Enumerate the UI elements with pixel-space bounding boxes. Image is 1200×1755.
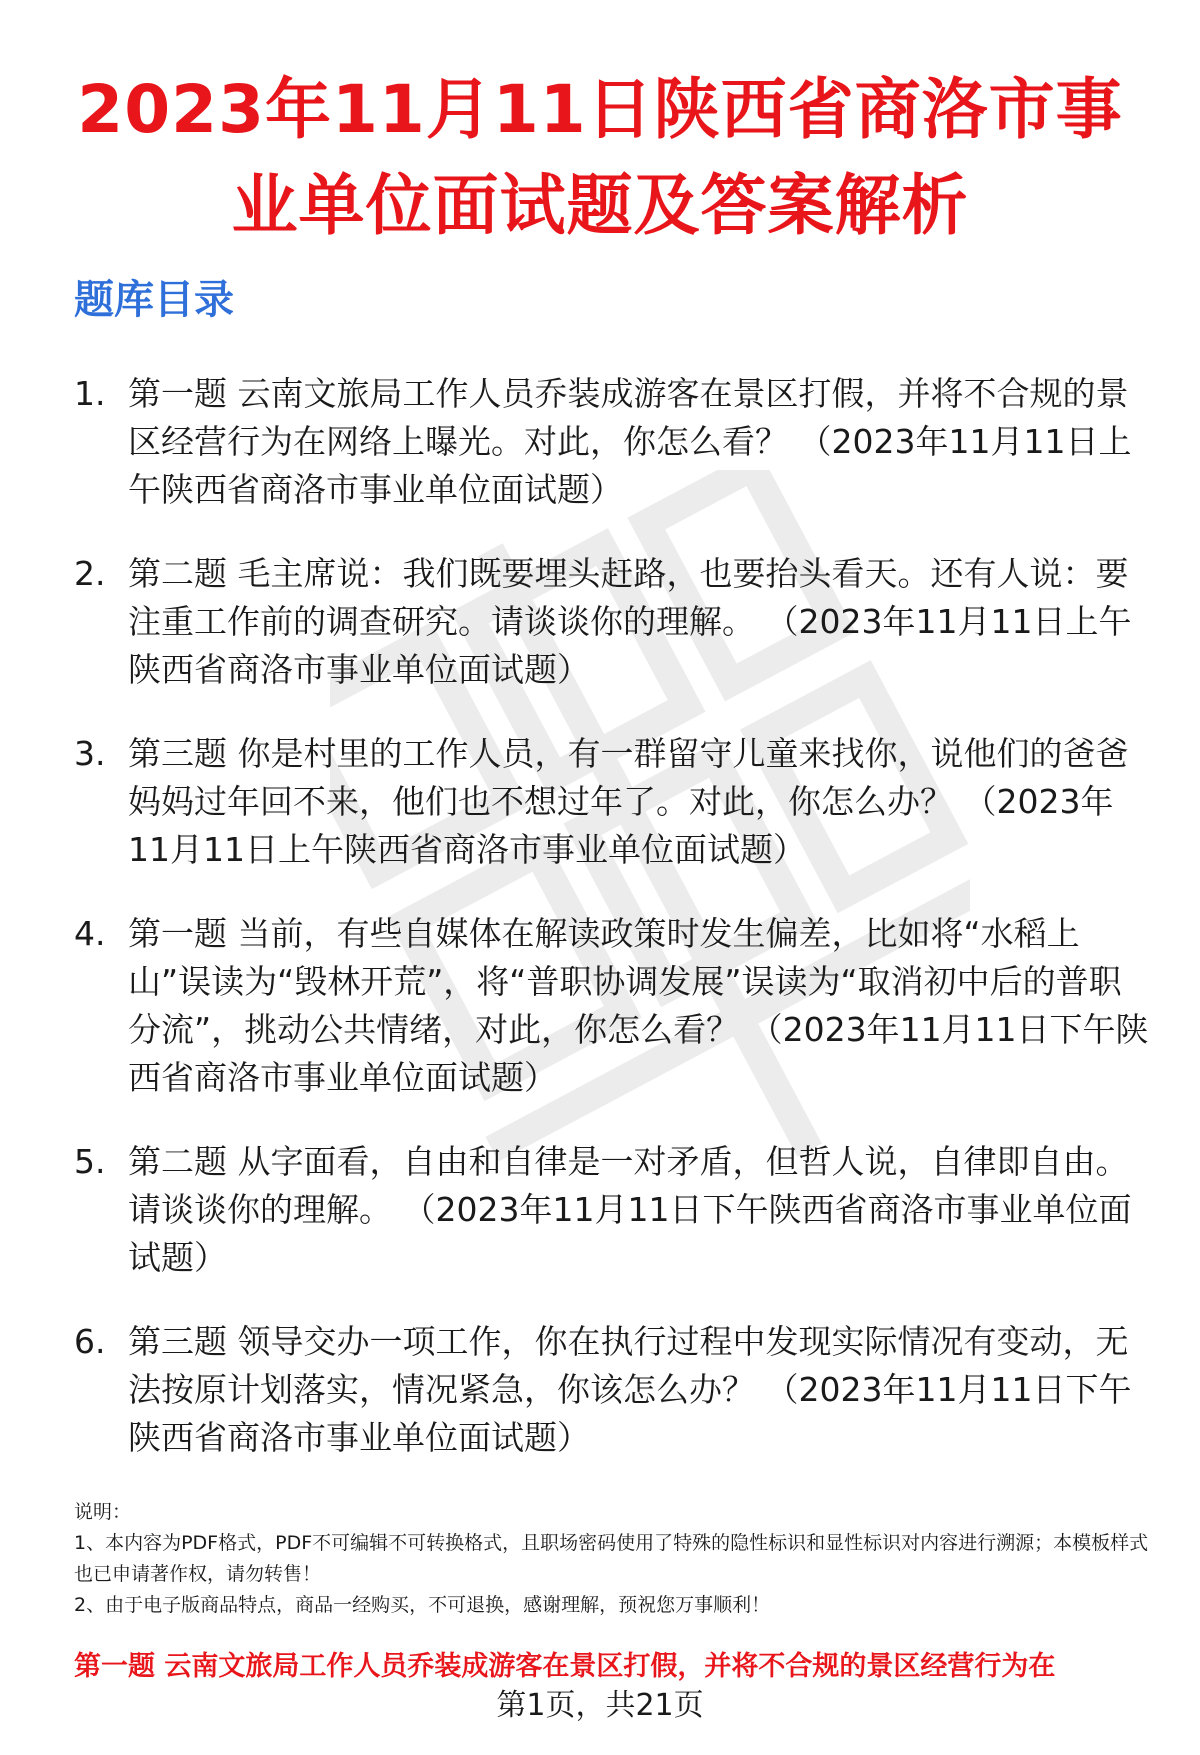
toc-item-1	[74, 370, 1154, 514]
title-line-1: 2023年11月11日陕西省商洛市事	[77, 71, 1123, 148]
toc-item-3	[74, 730, 1154, 874]
toc-item-text: 第二题 毛主席说：我们既要埋头赶路，也要抬头看天。还有人说：要注重工作前的调查研究。请谈谈你的理解。 （2023年11月11日上午陕西省商洛市事业单位面试题）	[128, 554, 1132, 689]
toc-item-number: 1.	[74, 374, 106, 413]
first-question-heading: 第一题 云南文旅局工作人员乔装成游客在景区打假，并将不合规的景区经营行为在	[74, 1651, 1056, 1682]
disclaimer-note	[74, 1497, 1164, 1621]
page-number: 第1页，共21页	[496, 1688, 704, 1723]
toc-item-4	[74, 910, 1154, 1102]
note-label: 说明：	[74, 1501, 132, 1523]
toc-item-5	[74, 1138, 1154, 1282]
toc-item-number: 5.	[74, 1142, 106, 1181]
toc-item-text: 第三题 领导交办一项工作，你在执行过程中发现实际情况有变动，无法按原计划落实，情况紧急，你该怎么办？ （2023年11月11日下午陕西省商洛市事业单位面试题）	[128, 1322, 1132, 1457]
toc-item-number: 3.	[74, 734, 106, 773]
note-line-1: 1、本内容为PDF格式，PDF不可编辑不可转换格式，且职场密码使用了特殊的隐性标识和显性标识对内容进行溯源；本模板样式也已申请著作权，请勿转售！	[74, 1532, 1149, 1585]
toc-list	[74, 370, 1154, 1498]
toc-item-text: 第三题 你是村里的工作人员，有一群留守儿童来找你，说他们的爸爸妈妈过年回不来，他们也不想过年了。对此，你怎么办？ （2023年11月11日上午陕西省商洛市事业单位面试题）	[128, 734, 1129, 869]
toc-item-text: 第一题 当前，有些自媒体在解读政策时发生偏差，比如将“水稻上山”误读为“毁林开荒”，将“普职协调发展”误读为“取消初中后的普职分流”，挑动公共情绪，对此，你怎么看？ （2023年11月11日下午陕西省商洛市事业单位面试题）	[128, 914, 1149, 1097]
note-line-2: 2、由于电子版商品特点，商品一经购买，不可退换，感谢理解，预祝您万事顺利！	[74, 1594, 771, 1616]
toc-heading: 题库目录	[74, 277, 234, 323]
toc-item-number: 4.	[74, 914, 106, 953]
toc-item-number: 6.	[74, 1322, 106, 1361]
toc-item-text: 第一题 云南文旅局工作人员乔装成游客在景区打假，并将不合规的景区经营行为在网络上曝光。对此，你怎么看？ （2023年11月11日上午陕西省商洛市事业单位面试题）	[128, 374, 1132, 509]
title-line-2: 业单位面试题及答案解析	[231, 167, 969, 244]
toc-item-6	[74, 1318, 1154, 1462]
toc-item-number: 2.	[74, 554, 106, 593]
document-title	[60, 62, 1140, 254]
toc-item-2	[74, 550, 1154, 694]
toc-item-text: 第二题 从字面看，自由和自律是一对矛盾，但哲人说，自律即自由。请谈谈你的理解。 （2023年11月11日下午陕西省商洛市事业单位面试题）	[128, 1142, 1132, 1277]
